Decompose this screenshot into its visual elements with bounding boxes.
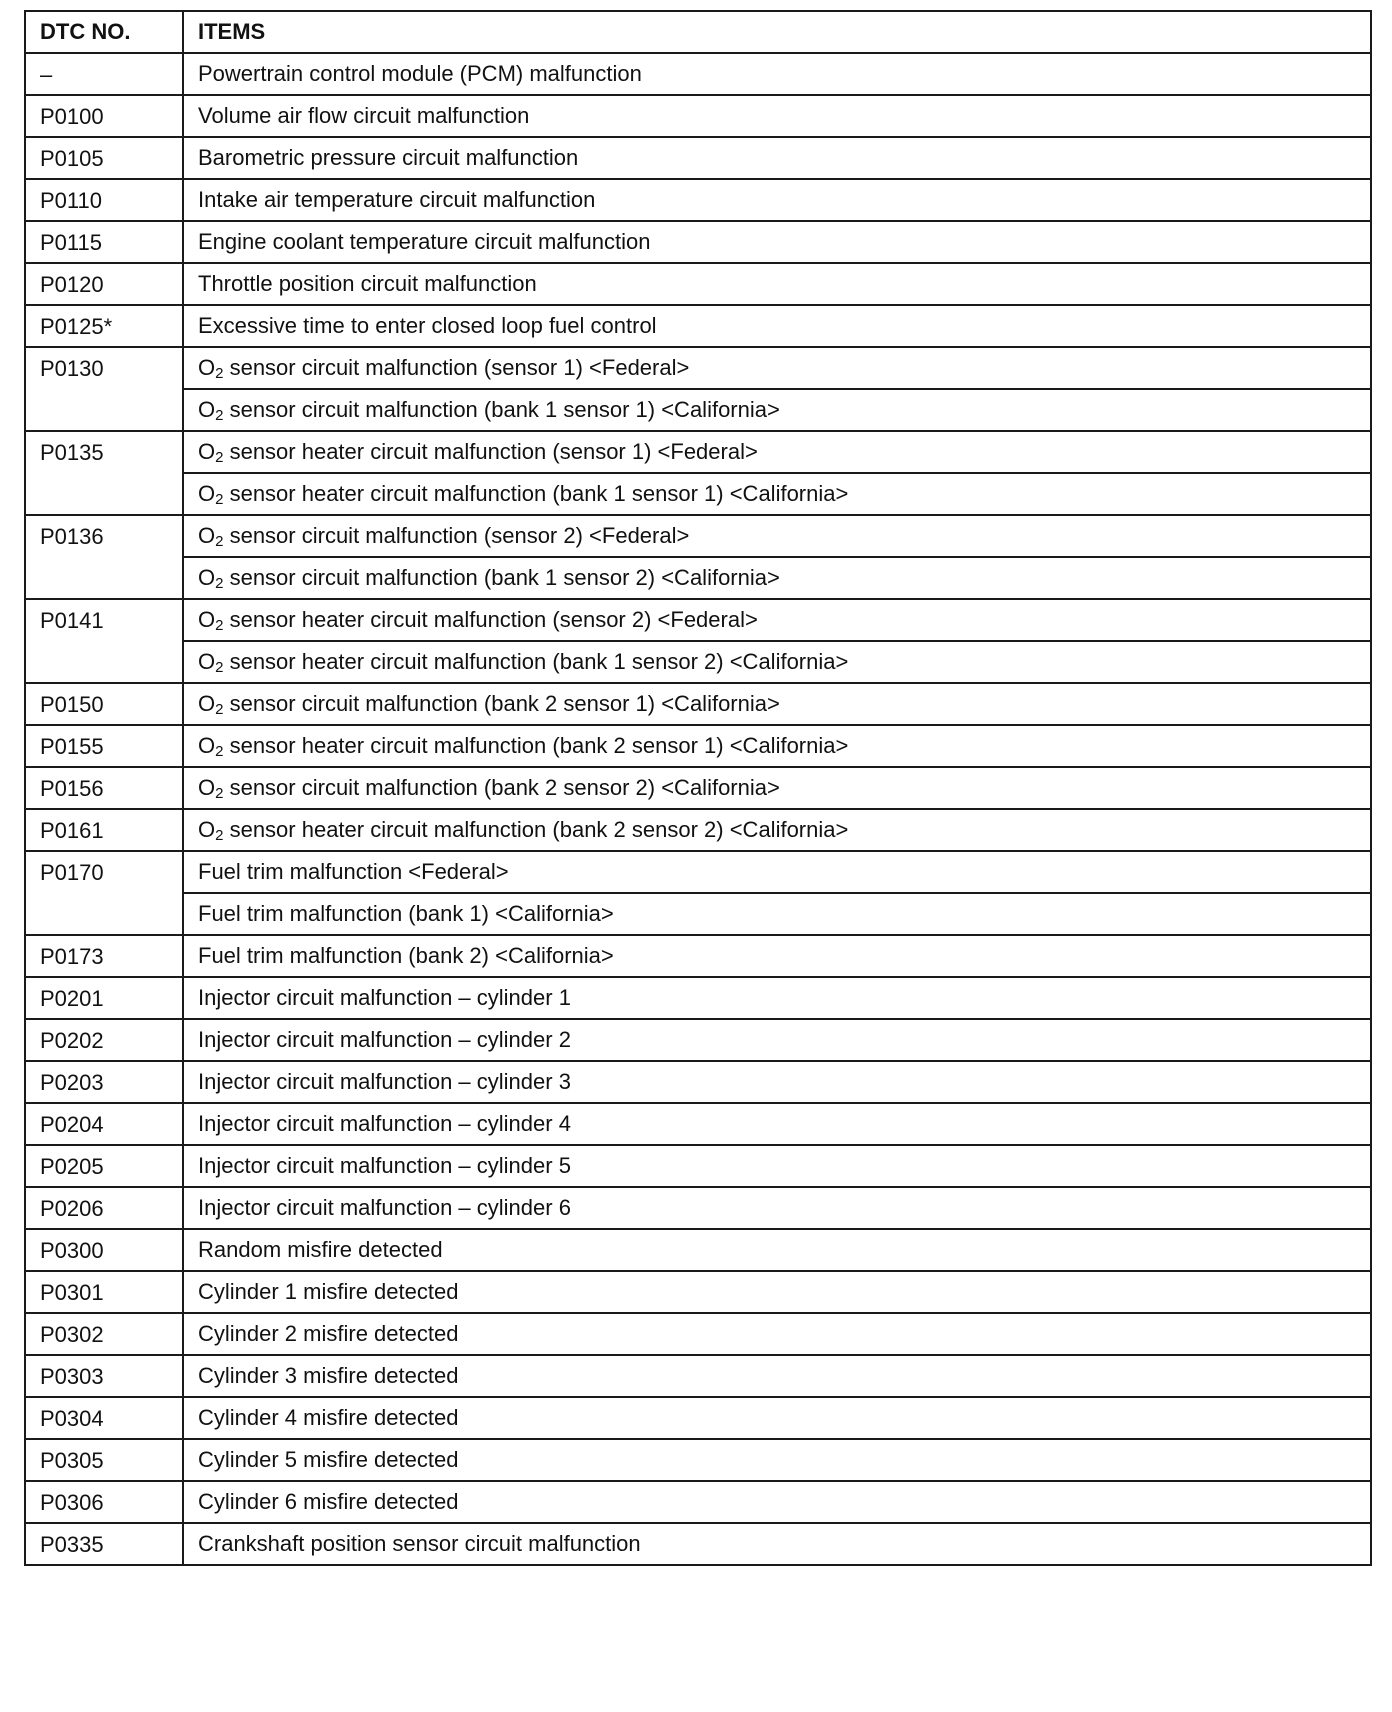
dtc-code-cell: P0135 xyxy=(25,431,183,515)
dtc-item-cell: Intake air temperature circuit malfunction xyxy=(183,179,1371,221)
dtc-item-cell: Injector circuit malfunction – cylinder 2 xyxy=(183,1019,1371,1061)
table-row xyxy=(25,431,1371,473)
dtc-item-cell: Injector circuit malfunction – cylinder 5 xyxy=(183,1145,1371,1187)
dtc-code-cell: P0141 xyxy=(25,599,183,683)
dtc-code-cell: P0136 xyxy=(25,515,183,599)
dtc-item-cell: Cylinder 5 misfire detected xyxy=(183,1439,1371,1481)
dtc-item-cell: $O_2$ sensor heater circuit malfunction (bank 2 sensor 2) <California> xyxy=(183,809,1371,851)
header-items: ITEMS xyxy=(183,11,1371,53)
dtc-item-cell: Crankshaft position sensor circuit malfunction xyxy=(183,1523,1371,1565)
table-row xyxy=(25,935,1371,977)
header-dtc-no: DTC NO. xyxy=(25,11,183,53)
dtc-code-cell: P0205 xyxy=(25,1145,183,1187)
dtc-code-cell: P0156 xyxy=(25,767,183,809)
dtc-item-cell: Injector circuit malfunction – cylinder 1 xyxy=(183,977,1371,1019)
dtc-code-cell: P0155 xyxy=(25,725,183,767)
dtc-code-cell: P0206 xyxy=(25,1187,183,1229)
table-row xyxy=(25,473,1371,515)
table-row xyxy=(25,1523,1371,1565)
table-row xyxy=(25,1229,1371,1271)
dtc-item-cell: $O_2$ sensor heater circuit malfunction (bank 2 sensor 1) <California> xyxy=(183,725,1371,767)
dtc-code-cell: P0150 xyxy=(25,683,183,725)
table-row xyxy=(25,767,1371,809)
dtc-code-cell: P0110 xyxy=(25,179,183,221)
dtc-item-cell: Injector circuit malfunction – cylinder 4 xyxy=(183,1103,1371,1145)
dtc-item-cell: $O_2$ sensor circuit malfunction (bank 2 sensor 1) <California> xyxy=(183,683,1371,725)
table-row xyxy=(25,641,1371,683)
dtc-item-cell: $O_2$ sensor heater circuit malfunction (sensor 1) <Federal> xyxy=(183,431,1371,473)
dtc-item-cell: $O_2$ sensor heater circuit malfunction (sensor 2) <Federal> xyxy=(183,599,1371,641)
dtc-item-cell: Fuel trim malfunction <Federal> xyxy=(183,851,1371,893)
table-row xyxy=(25,95,1371,137)
dtc-code-cell: P0204 xyxy=(25,1103,183,1145)
table-row xyxy=(25,683,1371,725)
dtc-item-cell: $O_2$ sensor circuit malfunction (sensor 2) <Federal> xyxy=(183,515,1371,557)
table-row xyxy=(25,515,1371,557)
dtc-item-cell: Powertrain control module (PCM) malfunction xyxy=(183,53,1371,95)
table-row xyxy=(25,725,1371,767)
dtc-item-cell: Injector circuit malfunction – cylinder 6 xyxy=(183,1187,1371,1229)
table-row xyxy=(25,1313,1371,1355)
dtc-item-cell: $O_2$ sensor heater circuit malfunction (bank 1 sensor 2) <California> xyxy=(183,641,1371,683)
dtc-item-cell: $O_2$ sensor circuit malfunction (sensor 1) <Federal> xyxy=(183,347,1371,389)
dtc-item-cell: Cylinder 2 misfire detected xyxy=(183,1313,1371,1355)
dtc-code-cell: P0335 xyxy=(25,1523,183,1565)
dtc-item-cell: Volume air flow circuit malfunction xyxy=(183,95,1371,137)
dtc-code-cell: P0300 xyxy=(25,1229,183,1271)
table-row xyxy=(25,557,1371,599)
dtc-item-cell: $O_2$ sensor heater circuit malfunction (bank 1 sensor 1) <California> xyxy=(183,473,1371,515)
dtc-code-cell: P0105 xyxy=(25,137,183,179)
table-row xyxy=(25,1355,1371,1397)
dtc-code-cell: P0203 xyxy=(25,1061,183,1103)
dtc-item-cell: Fuel trim malfunction (bank 1) <California> xyxy=(183,893,1371,935)
table-header-row xyxy=(25,11,1371,53)
dtc-table-body xyxy=(25,53,1371,1565)
dtc-code-cell: P0202 xyxy=(25,1019,183,1061)
table-row xyxy=(25,53,1371,95)
table-row xyxy=(25,179,1371,221)
dtc-code-cell: P0100 xyxy=(25,95,183,137)
dtc-code-cell: P0303 xyxy=(25,1355,183,1397)
table-row xyxy=(25,1439,1371,1481)
table-row xyxy=(25,1145,1371,1187)
table-row xyxy=(25,809,1371,851)
table-row xyxy=(25,221,1371,263)
dtc-code-cell: P0302 xyxy=(25,1313,183,1355)
dtc-item-cell: $O_2$ sensor circuit malfunction (bank 2 sensor 2) <California> xyxy=(183,767,1371,809)
table-row xyxy=(25,263,1371,305)
dtc-item-cell: $O_2$ sensor circuit malfunction (bank 1 sensor 2) <California> xyxy=(183,557,1371,599)
table-row xyxy=(25,851,1371,893)
dtc-item-cell: Engine coolant temperature circuit malfunction xyxy=(183,221,1371,263)
dtc-code-cell: P0304 xyxy=(25,1397,183,1439)
dtc-item-cell: Excessive time to enter closed loop fuel control xyxy=(183,305,1371,347)
table-row xyxy=(25,977,1371,1019)
table-row xyxy=(25,1061,1371,1103)
dtc-item-cell: Random misfire detected xyxy=(183,1229,1371,1271)
dtc-code-cell: – xyxy=(25,53,183,95)
table-row xyxy=(25,1187,1371,1229)
dtc-item-cell: Throttle position circuit malfunction xyxy=(183,263,1371,305)
dtc-item-cell: Cylinder 1 misfire detected xyxy=(183,1271,1371,1313)
dtc-code-cell: P0201 xyxy=(25,977,183,1019)
dtc-item-cell: Cylinder 6 misfire detected xyxy=(183,1481,1371,1523)
dtc-code-cell: P0120 xyxy=(25,263,183,305)
dtc-item-cell: Injector circuit malfunction – cylinder 3 xyxy=(183,1061,1371,1103)
dtc-item-cell: Cylinder 4 misfire detected xyxy=(183,1397,1371,1439)
dtc-code-cell: P0306 xyxy=(25,1481,183,1523)
dtc-code-cell: P0125* xyxy=(25,305,183,347)
dtc-code-cell: P0170 xyxy=(25,851,183,935)
table-row xyxy=(25,1103,1371,1145)
table-row xyxy=(25,137,1371,179)
dtc-code-cell: P0305 xyxy=(25,1439,183,1481)
table-row xyxy=(25,347,1371,389)
dtc-item-cell: Barometric pressure circuit malfunction xyxy=(183,137,1371,179)
table-row xyxy=(25,1481,1371,1523)
dtc-table xyxy=(24,10,1372,1566)
table-row xyxy=(25,1271,1371,1313)
dtc-item-cell: Cylinder 3 misfire detected xyxy=(183,1355,1371,1397)
dtc-code-cell: P0173 xyxy=(25,935,183,977)
table-row xyxy=(25,893,1371,935)
dtc-code-cell: P0115 xyxy=(25,221,183,263)
dtc-code-cell: P0301 xyxy=(25,1271,183,1313)
dtc-item-cell: Fuel trim malfunction (bank 2) <California> xyxy=(183,935,1371,977)
table-row xyxy=(25,1019,1371,1061)
dtc-item-cell: $O_2$ sensor circuit malfunction (bank 1 sensor 1) <California> xyxy=(183,389,1371,431)
table-row xyxy=(25,1397,1371,1439)
dtc-code-cell: P0130 xyxy=(25,347,183,431)
dtc-code-cell: P0161 xyxy=(25,809,183,851)
table-row xyxy=(25,599,1371,641)
table-row xyxy=(25,389,1371,431)
table-row xyxy=(25,305,1371,347)
